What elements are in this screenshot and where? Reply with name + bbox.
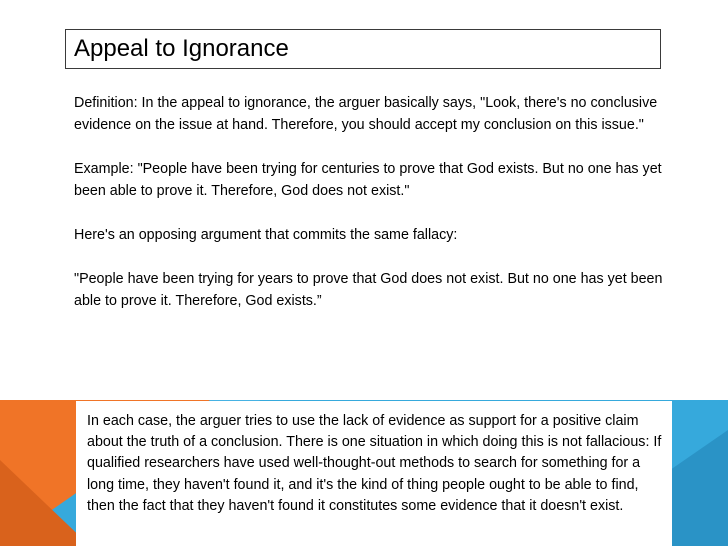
slide-title: Appeal to Ignorance xyxy=(74,35,289,62)
opposing-intro-paragraph: Here's an opposing argument that commits the same fallacy: xyxy=(74,227,458,243)
opposing-argument-paragraph: "People have been trying for years to prove that God does not exist. But no one has yet been able to prove it. Therefore, God exists.” xyxy=(74,271,663,309)
example-paragraph: Example: "People have been trying for centuries to prove that God exists. But no one has yet been able to prove it. Therefore, God does not exist." xyxy=(74,161,662,199)
definition-paragraph: Definition: In the appeal to ignorance, the arguer basically says, "Look, there's no conclusive evidence on the issue at hand. Therefore, you should accept my conclusion on this issue." xyxy=(74,95,658,133)
callout-box xyxy=(76,401,672,546)
callout-text: In each case, the arguer tries to use the lack of evidence as support for a positive claim about the truth of a conclusion. There is one situation in which doing this is not fallacious: If qualified researchers have used well-thought-out methods to search for something for a long time, they haven't found it, and it's the kind of thing people ought to be able to find, then the fact that they haven't found it constitutes some evidence that it doesn't exist. xyxy=(87,413,662,514)
body-text xyxy=(74,92,664,312)
title-box xyxy=(65,29,661,69)
